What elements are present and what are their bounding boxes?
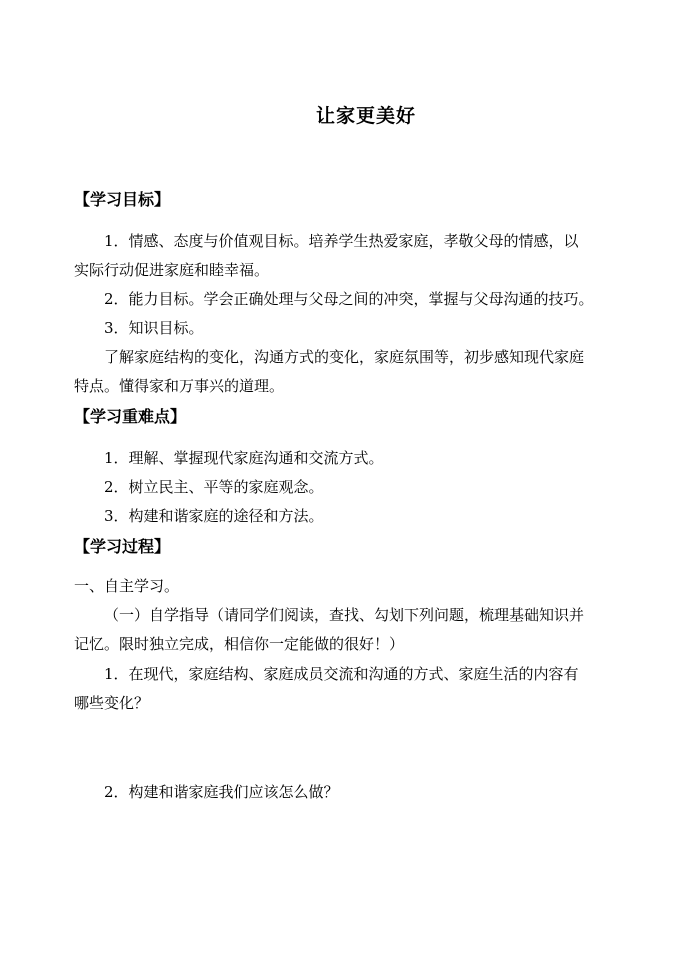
key-point-1: 1．理解、掌握现代家庭沟通和交流方式。 [104, 449, 384, 467]
question-2: 2．构建和谐家庭我们应该怎么做？ [104, 783, 339, 801]
question-1-line-1: 1．在现代，家庭结构、家庭成员交流和沟通的方式、家庭生活的内容有 [104, 665, 579, 683]
objective-1-line-2: 实际行动促进家庭和睦幸福。 [74, 261, 270, 279]
objective-2: 2．能力目标。学会正确处理与父母之间的冲突，掌握与父母沟通的技巧。 [104, 290, 594, 308]
guide-line-2: 记忆。限时独立完成，相信你一定能做的很好！） [74, 635, 405, 653]
section-self-study: 一、自主学习。 [74, 577, 180, 595]
objective-3-desc-line-1: 了解家庭结构的变化，沟通方式的变化，家庭氛围等，初步感知现代家庭 [104, 348, 585, 366]
key-point-2: 2．树立民主、平等的家庭观念。 [104, 478, 324, 496]
process-heading: 【学习过程】 [74, 537, 171, 556]
objective-3-desc-line-2: 特点。懂得家和万事兴的道理。 [74, 377, 285, 395]
page-title: 让家更美好 [316, 105, 417, 127]
objectives-heading: 【学习目标】 [74, 190, 171, 209]
question-1-line-2: 哪些变化？ [74, 694, 150, 712]
guide-line-1: （一）自学指导（请同学们阅读，查找、勾划下列问题，梳理基础知识并 [104, 606, 585, 624]
objective-3: 3．知识目标。 [104, 319, 204, 337]
key-point-3: 3．构建和谐家庭的途径和方法。 [104, 507, 324, 525]
key-points-heading: 【学习重难点】 [74, 407, 187, 426]
objective-1-line-1: 1．情感、态度与价值观目标。培养学生热爱家庭，孝敬父母的情感，以 [104, 232, 579, 250]
